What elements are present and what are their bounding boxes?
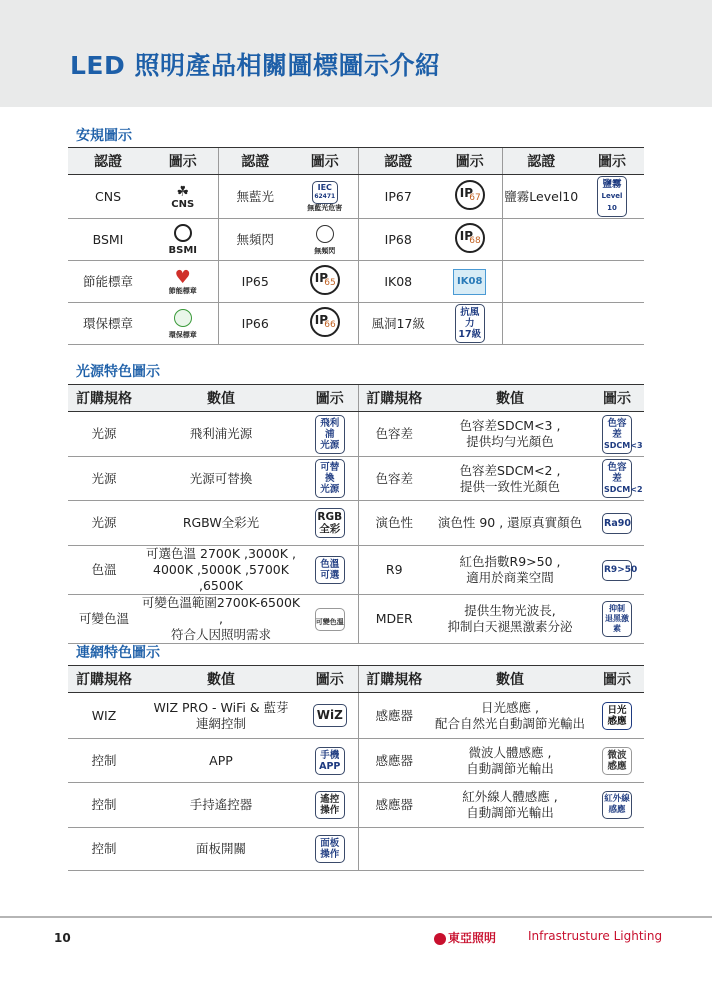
spec-value	[140, 595, 302, 644]
badge-line: WiZ	[316, 708, 343, 722]
header-spec: 訂購規格	[358, 666, 430, 693]
wiz-icon	[302, 693, 358, 739]
eco-label-icon	[148, 303, 218, 345]
table-row	[68, 219, 644, 261]
header-spec: 訂購規格	[68, 385, 140, 412]
wind-resist-icon	[438, 303, 502, 345]
table-row	[68, 261, 644, 303]
badge-line: 可變色溫	[315, 617, 344, 626]
badge-line: 感應	[608, 805, 626, 815]
spec-name: 光源	[68, 412, 140, 457]
table-row	[68, 412, 644, 457]
badge-line: 色容差	[607, 462, 627, 484]
badge-line: 感應	[607, 715, 627, 727]
value-line: 提供均勻光顏色	[466, 434, 554, 449]
cert-name: 無頻閃	[218, 219, 292, 261]
table-row	[68, 739, 644, 783]
ip65-icon: IP 65	[292, 261, 358, 303]
badge-line: 光源	[320, 439, 340, 451]
value-line: 自動調節光輸出	[466, 805, 554, 820]
spec-name: R9	[358, 546, 430, 595]
value-line: 色容差SDCM<3 ,	[459, 418, 561, 433]
header-cert: 認證	[68, 148, 148, 175]
spec-value	[430, 546, 590, 595]
spec-name: 光源	[68, 457, 140, 501]
spec-value	[430, 739, 590, 783]
cert-name: 環保標章	[68, 303, 148, 345]
ik08-label: IK08	[453, 269, 486, 295]
badge-line: SDCM<3	[604, 440, 643, 450]
spec-name: 色容差	[358, 412, 430, 457]
rgb-full-color-icon	[302, 501, 358, 546]
table-row	[68, 595, 644, 644]
table-row	[68, 828, 644, 871]
header-cert: 認證	[502, 148, 580, 175]
safety-table	[68, 147, 644, 345]
header-spec: 訂購規格	[68, 666, 140, 693]
sdcm3-icon	[590, 412, 644, 457]
microwave-sensor-icon	[590, 739, 644, 783]
table-row	[68, 783, 644, 828]
badge-line: 色容差	[607, 417, 627, 440]
header-value: 數值	[430, 385, 590, 412]
philips-source-icon	[302, 412, 358, 457]
selectable-cct-icon	[302, 546, 358, 595]
badge-line: 操作	[320, 805, 340, 816]
value-line: 適用於商業空間	[466, 570, 554, 585]
spec-value: APP	[140, 739, 302, 783]
spec-value	[430, 595, 590, 644]
header-cert: 認證	[358, 148, 438, 175]
cert-name: CNS	[68, 175, 148, 219]
value-line: 提供生物光波長,	[464, 603, 556, 618]
light-header-row	[68, 385, 644, 412]
table-row	[68, 546, 644, 595]
mobile-app-icon	[302, 739, 358, 783]
safety-header-row	[68, 148, 644, 175]
brand-mark-icon	[434, 933, 446, 945]
badge-line: 操作	[320, 849, 340, 860]
header-value: 數值	[140, 666, 302, 693]
spec-name: MDER	[358, 595, 430, 644]
energy-label-caption: 節能標章	[168, 286, 197, 295]
cert-name: IK08	[358, 261, 438, 303]
value-line: 抑制白天褪黑激素分泌	[447, 619, 573, 634]
salt-spray-icon	[580, 175, 644, 219]
light-heading: 光源特色圖示	[76, 364, 160, 380]
header-icon: 圖示	[292, 148, 358, 175]
iec-icon-label: IEC	[317, 183, 332, 192]
cert-name: 風洞17級	[358, 303, 438, 345]
light-table	[68, 384, 644, 644]
daylight-sensor-icon	[590, 693, 644, 739]
header-icon: 圖示	[438, 148, 502, 175]
spec-value	[430, 412, 590, 457]
table-row	[68, 693, 644, 739]
ip67-number: 67	[469, 192, 481, 203]
header-spec: 訂購規格	[358, 385, 430, 412]
value-line: 4000K ,5000K ,5700K ,6500K	[153, 562, 289, 593]
ip66-icon: IP 66	[292, 303, 358, 345]
header-icon: 圖示	[302, 666, 358, 693]
value-line: 日光感應 ,	[481, 699, 539, 715]
value-line: 微波人體感應 ,	[468, 744, 552, 760]
value-line: 符合人因照明需求	[170, 627, 271, 642]
value-line: 紅色指數R9>50 ,	[459, 554, 561, 569]
badge-line: 日光	[607, 704, 627, 716]
salt-spray-label: 鹽霧	[602, 179, 622, 190]
header-icon: 圖示	[580, 148, 644, 175]
page-header	[0, 0, 712, 107]
bsmi-icon-label: BSMI	[168, 244, 197, 256]
safety-heading: 安規圖示	[76, 128, 132, 144]
melatonin-icon	[590, 595, 644, 644]
header-value: 數值	[430, 666, 590, 693]
spec-name: 演色性	[358, 501, 430, 546]
ra90-icon	[590, 501, 644, 546]
badge-line: 退黑激素	[605, 614, 629, 633]
cert-name: BSMI	[68, 219, 148, 261]
badge-line: 全彩	[319, 523, 341, 535]
remote-control-icon	[302, 783, 358, 828]
bsmi-icon	[148, 219, 218, 261]
badge-line: 色溫	[320, 559, 340, 570]
spec-value: 飛利浦光源	[140, 412, 302, 457]
header-icon: 圖示	[590, 666, 644, 693]
ip67-icon: IP 67	[438, 175, 502, 219]
cert-name: 鹽霧Level10	[502, 175, 580, 219]
brand-logo	[434, 929, 496, 946]
ik08-icon	[438, 261, 502, 303]
header-icon: 圖示	[148, 148, 218, 175]
spec-value: 演色性 90 , 還原真實顏色	[430, 501, 590, 546]
badge-line: Ra90	[604, 517, 631, 529]
spec-value: 面板開關	[140, 828, 302, 871]
spec-name: 控制	[68, 739, 140, 783]
header-value: 數值	[140, 385, 302, 412]
salt-spray-level: Level 10	[601, 192, 623, 212]
spec-value	[140, 546, 302, 595]
ip66-number: 66	[324, 319, 336, 330]
spec-name: 控制	[68, 783, 140, 828]
iec-icon-sub: 62471	[314, 193, 336, 200]
tunable-cct-icon	[302, 595, 358, 644]
value-line: 紅外線人體感應 ,	[462, 789, 558, 804]
badge-line: 飛利浦	[320, 417, 340, 440]
net-table	[68, 665, 644, 871]
spec-value	[430, 457, 590, 501]
value-line: 配合自然光自動調節光輸出	[434, 715, 585, 731]
badge-line: RGB	[317, 511, 343, 523]
badge-line: 感應	[607, 760, 627, 772]
panel-switch-icon	[302, 828, 358, 871]
badge-line: 可替換	[320, 462, 340, 484]
spec-name: 控制	[68, 828, 140, 871]
spec-name: 色溫	[68, 546, 140, 595]
header-icon: 圖示	[302, 385, 358, 412]
badge-line: 抑制	[609, 604, 625, 613]
value-line: WIZ PRO - WiFi & 藍芽	[153, 699, 289, 715]
wind-resist-label: 抗風力	[460, 307, 480, 329]
table-row	[68, 501, 644, 546]
ip68-number: 68	[469, 235, 481, 246]
flicker-free-caption: 無頻閃	[314, 246, 336, 255]
sdcm2-icon	[590, 457, 644, 501]
badge-line: 微波	[607, 749, 627, 761]
cert-name: IP67	[358, 175, 438, 219]
value-line: 提供一致性光顏色	[459, 478, 560, 494]
net-header-row	[68, 666, 644, 693]
ip65-number: 65	[324, 277, 336, 288]
page-number: 10	[54, 931, 71, 945]
cert-name: 節能標章	[68, 261, 148, 303]
brand-name: 東亞照明	[448, 931, 497, 945]
spec-name: 感應器	[358, 783, 430, 828]
header-icon: 圖示	[590, 385, 644, 412]
cert-name: 無藍光	[218, 175, 292, 219]
brand-tagline: Infrastrusture Lighting	[528, 929, 663, 943]
cert-name: IP68	[358, 219, 438, 261]
spec-value	[430, 693, 590, 739]
table-row	[68, 303, 644, 345]
r9-icon	[590, 546, 644, 595]
spec-value: 手持遙控器	[140, 783, 302, 828]
spec-name: 可變色溫	[68, 595, 140, 644]
badge-line: 可選	[320, 570, 340, 581]
spec-value: RGBW全彩光	[140, 501, 302, 546]
spec-name: 光源	[68, 501, 140, 546]
value-line: 可選色溫 2700K ,3000K ,	[146, 546, 296, 561]
infrared-sensor-icon	[590, 783, 644, 828]
spec-value	[140, 693, 302, 739]
value-line: 自動調節光輸出	[466, 760, 554, 776]
cns-icon-label: CNS	[171, 198, 195, 210]
badge-line: 面板	[320, 838, 340, 849]
eco-label-caption: 環保標章	[168, 330, 197, 339]
value-line: 可變色溫範圍2700K-6500K ,	[141, 595, 301, 626]
replaceable-source-icon	[302, 457, 358, 501]
table-row	[68, 175, 644, 219]
wind-resist-level: 17級	[458, 329, 482, 340]
badge-line: 手機	[320, 749, 340, 761]
spec-name: 感應器	[358, 739, 430, 783]
spec-name: WIZ	[68, 693, 140, 739]
iec-icon-caption: 無藍光危害	[307, 204, 343, 212]
header-cert: 認證	[218, 148, 292, 175]
ip68-icon: IP 68	[438, 219, 502, 261]
badge-line: 遙控	[320, 794, 340, 805]
spec-value	[430, 783, 590, 828]
badge-line: 紅外線	[604, 794, 630, 804]
flicker-free-icon	[292, 219, 358, 261]
badge-line: APP	[319, 760, 341, 772]
cns-icon: ☘ CNS	[148, 175, 218, 219]
spec-value: 光源可替換	[140, 457, 302, 501]
spec-name: 色容差	[358, 457, 430, 501]
badge-line: SDCM<2	[604, 485, 643, 494]
cert-name: IP66	[218, 303, 292, 345]
value-line: 連網控制	[195, 715, 246, 731]
badge-line: R9>50	[604, 564, 638, 575]
badge-line: 光源	[320, 484, 340, 495]
cert-name: IP65	[218, 261, 292, 303]
energy-label-icon: ♥ 節能標章	[148, 261, 218, 303]
page-title: LED 照明產品相關圖標圖示介紹	[70, 51, 441, 80]
table-row	[68, 457, 644, 501]
net-heading: 連網特色圖示	[76, 645, 160, 661]
spec-name: 感應器	[358, 693, 430, 739]
footer-divider	[0, 916, 712, 918]
iec-icon	[292, 175, 358, 219]
value-line: 色容差SDCM<2 ,	[459, 462, 561, 478]
